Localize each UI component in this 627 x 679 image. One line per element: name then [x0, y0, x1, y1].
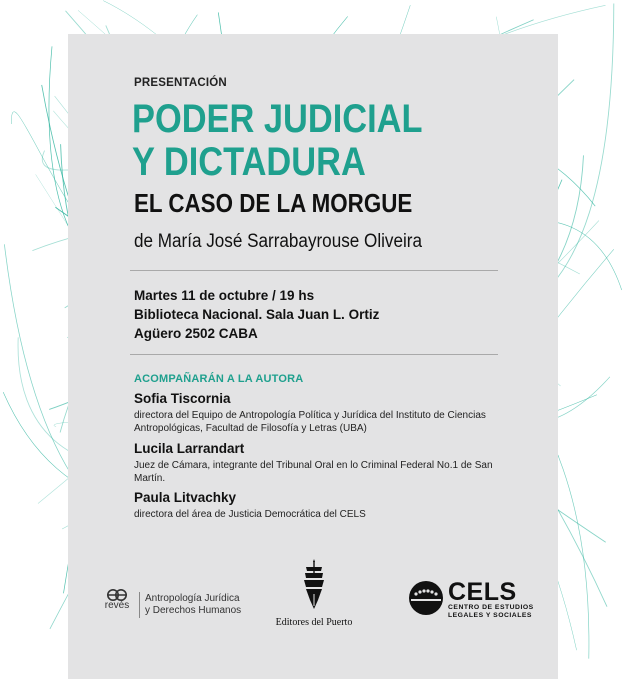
- event-venue: Biblioteca Nacional. Sala Juan L. Ortiz: [134, 307, 380, 322]
- panelist-description: directora del área de Justicia Democrática del CELS: [134, 509, 366, 520]
- panelist-description: Juez de Cámara, integrante del Tribunal Oral en lo Criminal Federal No.1 de San Martín.: [134, 460, 493, 484]
- editores-del-puerto-logo: [266, 558, 362, 628]
- reves-logo-word: revés: [104, 600, 130, 611]
- cels-subtitle-line1: CENTRO DE ESTUDIOS: [448, 604, 534, 611]
- reves-logo: [102, 588, 132, 611]
- author-line: de María José Sarrabayrouse Oliveira: [134, 231, 422, 252]
- book-title-line2: Y DICTADURA: [132, 140, 366, 184]
- ship-pen-icon: [301, 558, 327, 610]
- panel-label: ACOMPAÑARÁN A LA AUTORA: [134, 373, 304, 385]
- reves-tagline-line2: y Derechos Humanos: [145, 605, 242, 616]
- panelist-name: Lucila Larrandart: [134, 441, 245, 456]
- editores-logo-word: Editores del Puerto: [275, 617, 353, 628]
- panelist-name: Paula Litvachky: [134, 490, 237, 505]
- cels-logo-subtitle: [448, 604, 534, 620]
- book-subtitle: EL CASO DE LA MORGUE: [134, 188, 413, 218]
- cels-logo-name: CELS: [448, 578, 517, 606]
- kicker-label: PRESENTACIÓN: [134, 77, 227, 89]
- event-date: Martes 11 de octubre / 19 hs: [134, 288, 315, 303]
- book-title-line1: PODER JUDICIAL: [132, 97, 423, 141]
- divider-bottom: [130, 354, 498, 355]
- cels-subtitle-line2: LEGALES Y SOCIALES: [448, 612, 532, 619]
- logo-divider: [139, 592, 140, 618]
- divider-top: [130, 270, 498, 271]
- reves-tagline-line1: Antropología Jurídica: [145, 593, 240, 604]
- panelist-name: Sofia Tiscornia: [134, 391, 231, 406]
- panelist-description: directora del Equipo de Antropología Política y Jurídica del Instituto de Ciencias Antropológicas, Facultad de Filosofía y Letras (UBA): [134, 410, 486, 434]
- cels-emblem-icon: [408, 580, 444, 616]
- event-address: Agüero 2502 CABA: [134, 326, 258, 341]
- reves-tagline: [145, 593, 241, 617]
